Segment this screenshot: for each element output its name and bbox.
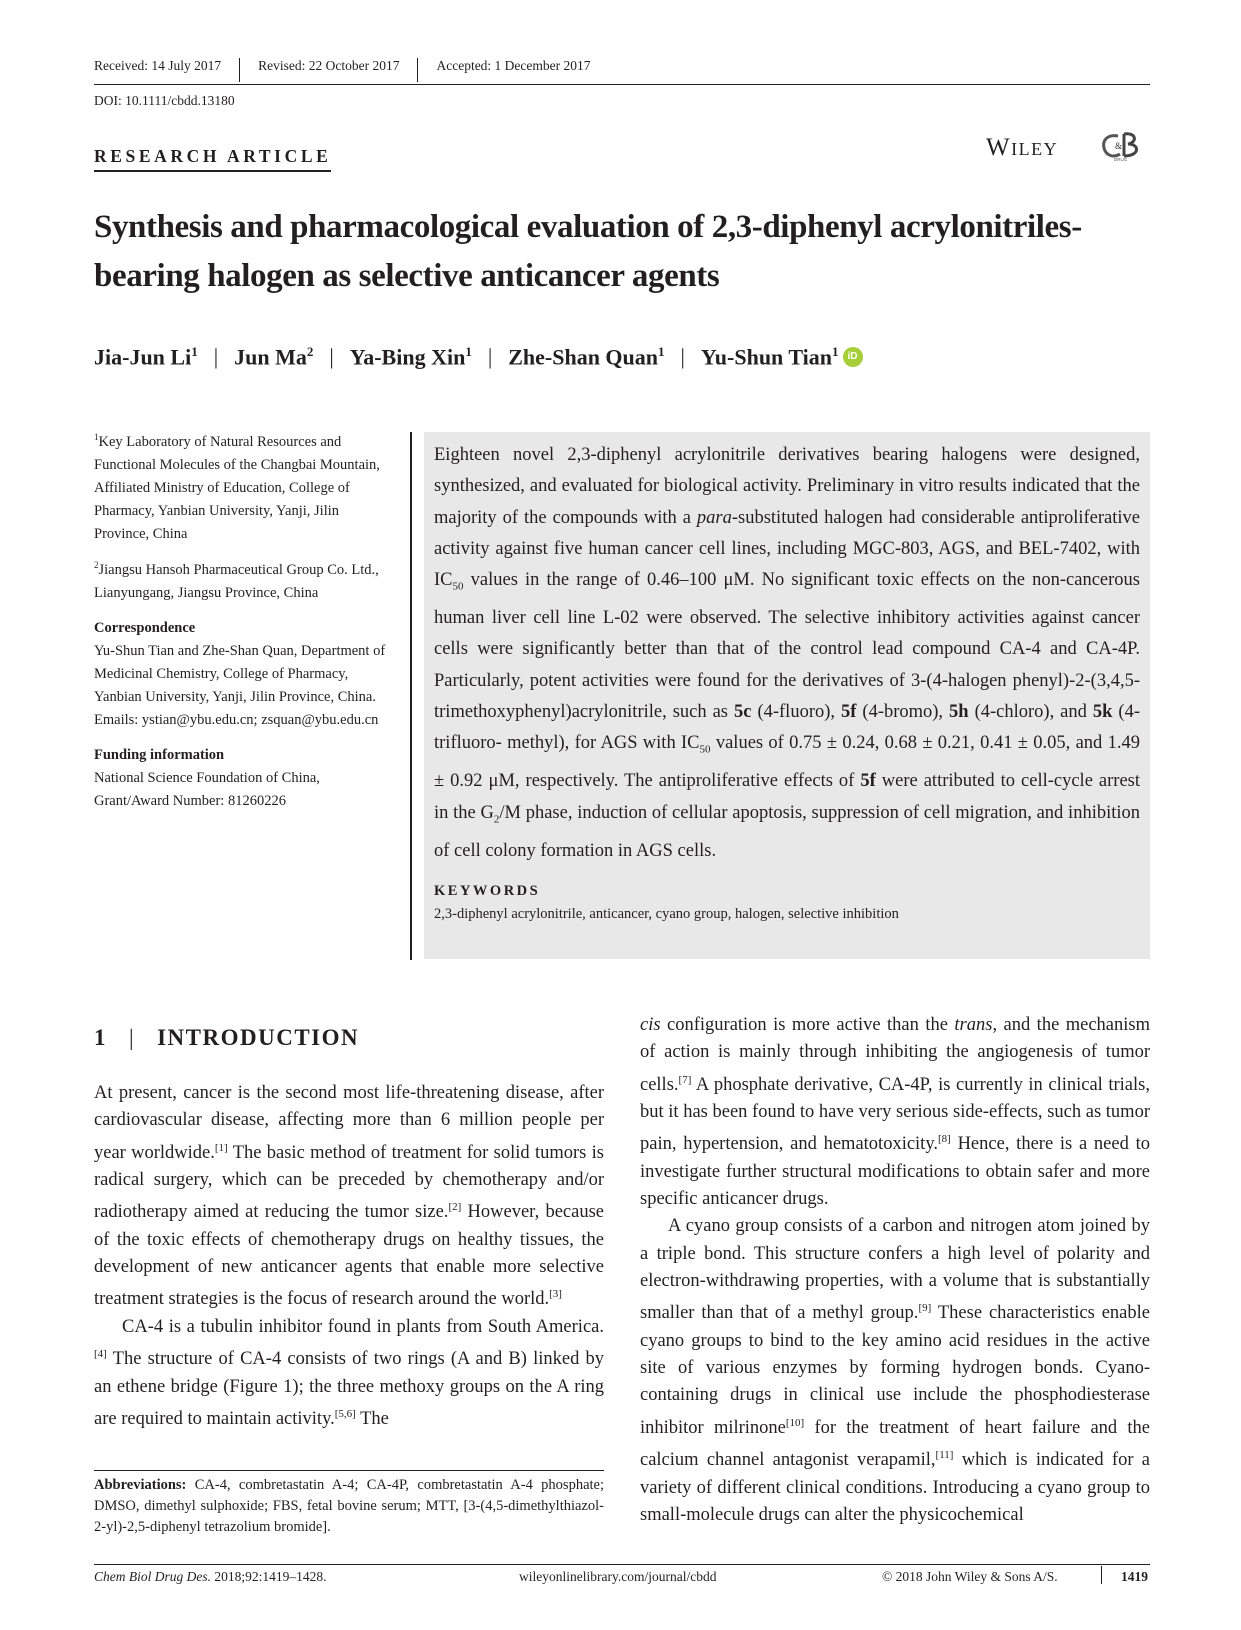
abbreviations-footnote: Abbreviations: CA-4, combretastatin A-4; CA-4P, combretastatin A-4 phosphate; DMSO, dimethyl sulphoxide; FBS, fetal bovine serum; MTT, [3-(4,5-dimethylthiazol-2-yl)-2,5-diphenyl tetrazolium bromide]. <box>94 1477 604 1535</box>
divider: | <box>213 344 219 370</box>
correspondence-heading: Correspondence <box>94 619 196 636</box>
divider <box>239 58 240 82</box>
doi[interactable]: DOI: 10.1111/cbdd.13180 <box>94 93 235 108</box>
author-list <box>94 344 863 370</box>
divider: | <box>487 344 493 370</box>
divider: | <box>680 344 685 370</box>
footer-copyright: © 2018 John Wiley & Sons A/S. <box>882 1569 1058 1584</box>
received-date: Received: 14 July 2017 <box>94 58 222 73</box>
paragraph: At present, cancer is the second most life-threatening disease, after cardiovascular disease, affecting more than 6 million people per year worldwide.[1] The basic method of treatment for solid tumors is radical surgery, which can be preceded by chemotherapy and/or radiotherapy aimed at reducing the tumor size.[2] However, because of the toxic effects of chemotherapy drugs on healthy tissues, the development of new anticancer agents that enable more selective treatment strategies is the focus of research around the world.[3] <box>94 1083 604 1310</box>
body-column-right <box>640 1012 1150 1529</box>
affiliation: $^2$Jiangsu Hansoh Pharmaceutical Group Co. Ltd., Lianyungang, Jiangsu Province, China <box>94 559 379 601</box>
body-column-left <box>94 1080 604 1433</box>
orcid-icon[interactable]: iD <box>843 347 863 367</box>
keywords: 2,3-diphenyl acrylonitrile, anticancer, cyano group, halogen, selective inhibition <box>434 905 899 922</box>
revised-date: Revised: 22 October 2017 <box>258 58 400 73</box>
paragraph: CA-4 is a tubulin inhibitor found in plants from South America.[4] The structure of CA-4 consists of two rings (A and B) linked by an ethene bridge (Figure 1); the three methoxy groups on the A ring are required to maintain activity.[5,6] The <box>94 1316 604 1430</box>
citation-link[interactable]: [2] <box>448 1201 462 1214</box>
paragraph: cis configuration is more active than the trans, and the mechanism of action is mainly through inhibiting the angiogenesis of tumor cells.[7] A phosphate derivative, CA-4P, is currently in clinical trials, but it has been found to have very serious side-effects, such as tumor pain, hypertension, and hematotoxicity.[8] Hence, there is a need to investigate further structural modifications to obtain safer and more specific anticancer drugs. <box>640 1015 1150 1210</box>
citation-link[interactable]: [5,6] <box>334 1407 356 1420</box>
paragraph: A cyano group consists of a carbon and nitrogen atom joined by a triple bond. This structure confers a high level of polarity and electron-withdrawing properties, with a volume that is substantially smaller than that of a methyl group.[9] These characteristics enable cyano groups to bind to the key amino acid residues in the active site of various enzymes by forming hydrogen bonds. Cyano-containing drugs in clinical use include the phosphodiesterase inhibitor milrinone[10] for the treatment of heart failure and the calcium channel antagonist verapamil,[11] which is indicated for a variety of different clinical conditions. Introducing a cyano group to small-molecule drugs can alter the physicochemical <box>640 1216 1151 1525</box>
divider <box>1101 1566 1102 1584</box>
divider <box>417 58 418 82</box>
affiliation: $^1$Key Laboratory of Natural Resources and Functional Molecules of the Changbai Mountain, Affiliated Ministry of Education, College of Pharmacy, Yanbian University, Yanji, Jilin Province, China <box>94 432 380 542</box>
keywords-heading: KEYWORDS <box>434 882 541 899</box>
abstract-rule <box>410 432 412 960</box>
abstract-text: Eighteen novel 2,3-diphenyl acrylonitrile derivatives bearing halogens were designed, synthesized, and evaluated for biological activity. Preliminary in vitro results indicated that the majority of the compounds with a para-substituted halogen had considerable antiproliferative activity against five human cancer cell lines, including MGC-803, AGS, and BEL-7402, with $IC_{50}$ values in the range of 0.46–100 μM. No significant toxic effects on the non-cancerous human liver cell line L-02 were observed. The selective inhibitory activities against cancer cells were significantly better than that of the control lead compound CA-4 and CA-4P. Particularly, potent activities were found for the derivatives of 3-(4-halogen phenyl)-2-(3,4,5-trimethoxyphenyl)acrylonitrile, such as 5c (4-fluoro), 5f (4-bromo), 5h (4-chloro), and 5k (4-trifluoro- methyl), for AGS with $IC_{50}$ values of 0.75 ± 0.24, 0.68 ± 0.21, 0.41 ± 0.05, and 1.49 ± 0.92 μM, respectively. The antiproliferative effects of 5f were attributed to cell-cycle arrest in the $G_2/M$ phase, induction of cellular apoptosis, suppression of cell migration, and inhibition of cell colony formation in AGS cells. <box>434 445 1141 861</box>
author[interactable]: Zhe-Shan Quan$^1$ <box>508 344 665 370</box>
funding-heading: Funding information <box>94 746 225 763</box>
footer-url[interactable]: wileyonlinelibrary.com/journal/cbdd <box>519 1569 717 1584</box>
footnote-rule <box>94 1470 604 1471</box>
author[interactable]: Ya-Bing Xin$^1$ <box>349 344 472 370</box>
author[interactable]: Jia-Jun Li$^1$ <box>94 344 198 370</box>
citation-link[interactable]: [9] <box>918 1302 932 1315</box>
publisher-logo: Wiley <box>986 134 1059 161</box>
funding-text: National Science Foundation of China, Grant/Award Number: 81260226 <box>94 769 320 809</box>
article-title: Synthesis and pharmacological evaluation of 2,3-diphenyl acrylonitriles-bearing halogen as selective anticancer agents <box>94 209 1082 294</box>
footer-rule <box>94 1564 1150 1565</box>
citation-link[interactable]: [4] <box>94 1348 107 1361</box>
citation-link[interactable]: [8] <box>938 1133 951 1146</box>
citation-link[interactable]: [1] <box>214 1141 228 1154</box>
citation-link[interactable]: [7] <box>678 1073 692 1086</box>
accepted-date: Accepted: 1 December 2017 <box>436 58 591 73</box>
author[interactable]: Yu-Shun Tian$^1$ <box>700 344 839 370</box>
section-heading: 1 | INTRODUCTION <box>94 1025 360 1050</box>
footer-citation: Chem Biol Drug Des. 2018;92:1419–1428. <box>94 1569 327 1584</box>
affiliations-sidebar <box>94 426 394 813</box>
page-number: 1419 <box>1121 1569 1148 1584</box>
journal-logo-icon <box>1100 130 1148 164</box>
divider: | <box>329 344 334 370</box>
abstract-box <box>424 432 1150 959</box>
citation-link[interactable]: [11] <box>935 1449 954 1462</box>
citation-link[interactable]: [10] <box>785 1416 805 1429</box>
correspondence-text: Yu-Shun Tian and Zhe-Shan Quan, Department of Medicinal Chemistry, College of Pharmacy, Yanbian University, Yanji, Jilin Province, China. <box>94 642 386 705</box>
citation-link[interactable]: [3] <box>549 1288 562 1301</box>
author[interactable]: Jun Ma$^2$ <box>234 344 314 370</box>
publication-dates <box>94 58 1150 85</box>
svg-text:&: & <box>1115 141 1123 151</box>
article-type: RESEARCH ARTICLE <box>94 146 331 172</box>
correspondence-emails[interactable]: Emails: ystian@ybu.edu.cn; zsquan@ybu.edu.cn <box>94 711 379 728</box>
svg-text:DRUG: DRUG <box>1114 157 1128 162</box>
